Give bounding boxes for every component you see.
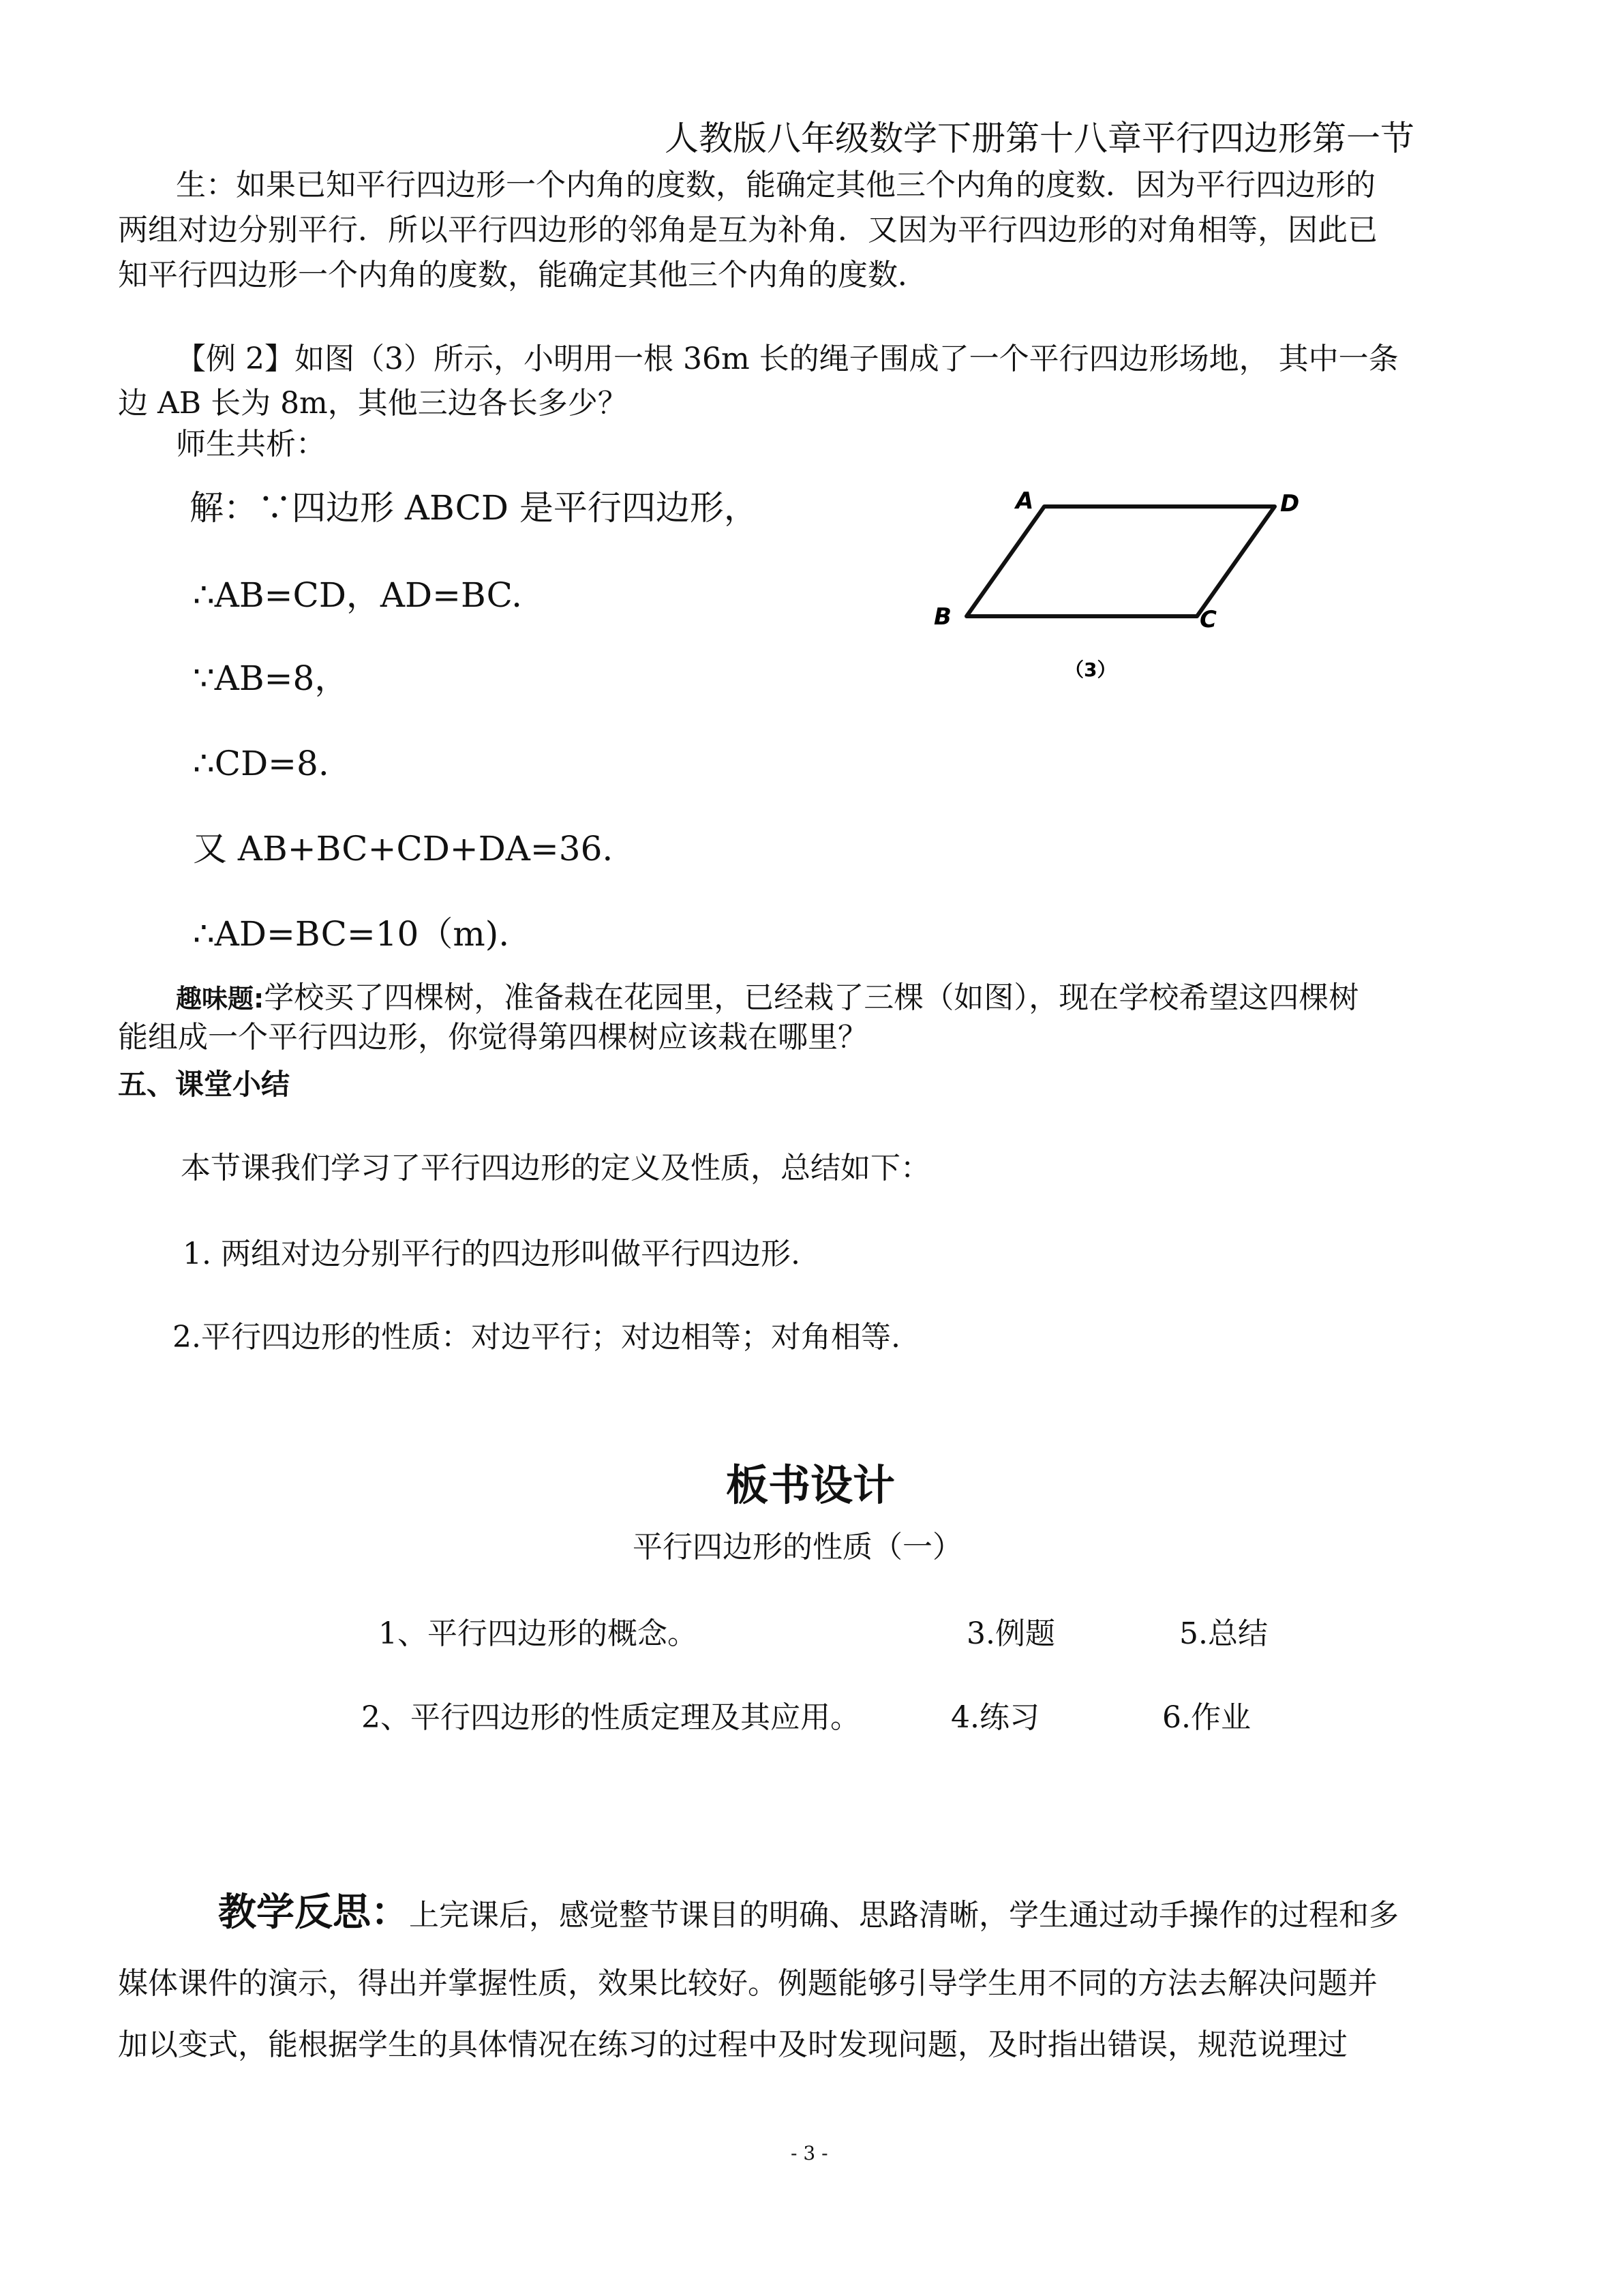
summary-item-1: 1. 两组对边分别平行的四边形叫做平行四边形. bbox=[183, 1237, 800, 1271]
page-header-title: 人教版八年级数学下册第十八章平行四边形第一节 bbox=[665, 119, 1414, 158]
page-number: - 3 - bbox=[791, 2142, 828, 2164]
parallelogram-figure bbox=[927, 484, 1322, 689]
reflection-line-3: 加以变式，能根据学生的具体情况在练习的过程中及时发现问题，及时指出错误，规范说理过 bbox=[118, 2027, 1348, 2062]
board-row1-col1: 1、平行四边形的概念。 bbox=[378, 1616, 697, 1651]
board-row1-col2: 3.例题 bbox=[967, 1616, 1055, 1651]
fun-question-text-1: 学校买了四棵树，准备栽在花园里，已经栽了三棵（如图），现在学校希望这四棵树 bbox=[264, 980, 1359, 1015]
vertex-label-a: A bbox=[1016, 487, 1034, 515]
solution-step-4: ∴CD=8. bbox=[193, 744, 329, 783]
parallelogram-svg bbox=[927, 484, 1322, 689]
solution-step-1: 解：∵四边形 ABCD 是平行四边形， bbox=[189, 488, 758, 528]
student-answer-line-2: 两组对边分别平行．所以平行四边形的邻角是互为补角．又因为平行四边形的对角相等，因此已 bbox=[118, 213, 1378, 247]
vertex-label-b: B bbox=[934, 603, 952, 631]
student-answer-line-3: 知平行四边形一个内角的度数，能确定其他三个内角的度数． bbox=[118, 258, 928, 292]
solution-step-3: ∵AB=8， bbox=[193, 659, 349, 698]
board-row1-col3: 5.总结 bbox=[1179, 1616, 1268, 1651]
reflection-label: 教学反思： bbox=[218, 1890, 409, 1935]
board-design-title: 板书设计 bbox=[726, 1460, 896, 1510]
fun-question-label: 趣味题: bbox=[176, 984, 264, 1014]
solution-step-5: 又 AB+BC+CD+DA=36. bbox=[193, 829, 613, 868]
board-design-subtitle: 平行四边形的性质（一） bbox=[633, 1530, 962, 1565]
board-row2-col1: 2、平行四边形的性质定理及其应用。 bbox=[361, 1700, 860, 1735]
solution-step-6: ∴AD=BC=10（m). bbox=[193, 914, 510, 954]
example2-line-1: 【例 2】如图（3）所示，小明用一根 36m 长的绳子围成了一个平行四边形场地， 其中一条 bbox=[176, 342, 1399, 376]
example2-line-2: 边 AB 长为 8m，其他三边各长多少？ bbox=[118, 386, 628, 421]
example2-analysis: 师生共析： bbox=[176, 427, 326, 462]
fun-question-line-2: 能组成一个平行四边形，你觉得第四棵树应该栽在哪里？ bbox=[118, 1020, 868, 1055]
vertex-label-d: D bbox=[1280, 490, 1300, 517]
summary-item-2: 2.平行四边形的性质：对边平行；对边相等；对角相等. bbox=[172, 1320, 900, 1355]
summary-heading: 五、课堂小结 bbox=[118, 1068, 290, 1101]
reflection-line-2: 媒体课件的演示，得出并掌握性质，效果比较好。例题能够引导学生用不同的方法去解决问题并 bbox=[118, 1966, 1378, 2001]
vertex-label-c: C bbox=[1200, 606, 1217, 633]
reflection-text-1: 上完课后，感觉整节课目的明确、思路清晰，学生通过动手操作的过程和多 bbox=[409, 1898, 1399, 1933]
summary-intro: 本节课我们学习了平行四边形的定义及性质，总结如下： bbox=[181, 1151, 930, 1185]
fun-question-line-1 bbox=[176, 980, 1359, 1015]
student-answer-line-1: 生：如果已知平行四边形一个内角的度数，能确定其他三个内角的度数．因为平行四边形的 bbox=[176, 168, 1376, 202]
board-row2-col2: 4.练习 bbox=[951, 1700, 1040, 1735]
figure-caption: （3） bbox=[1065, 659, 1117, 681]
board-row2-col3: 6.作业 bbox=[1162, 1700, 1251, 1735]
parallelogram-shape bbox=[967, 507, 1275, 616]
reflection-line-1 bbox=[218, 1890, 1399, 1935]
solution-step-2: ∴AB=CD，AD=BC. bbox=[193, 575, 523, 615]
